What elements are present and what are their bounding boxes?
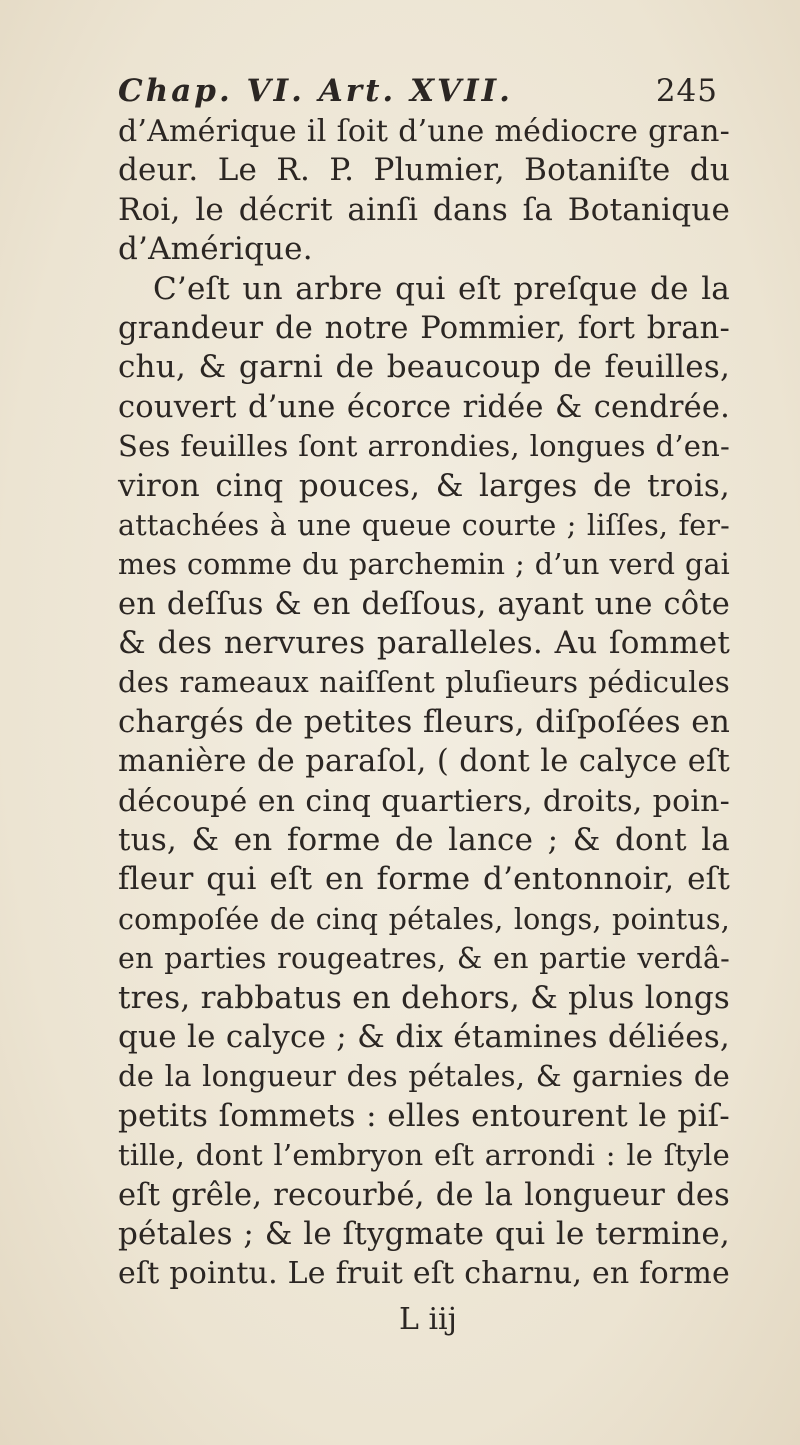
text-line: d’Amérique il ſoit d’une médiocre gran- — [118, 114, 730, 149]
text-line: deur. Le R. P. Plumier, Botaniſte du — [118, 152, 730, 189]
text-line: en parties rougeatres, & en partie verdâ- — [118, 942, 730, 976]
text-line: de la longueur des pétales, & garnies de — [118, 1059, 730, 1094]
text-line: eſt grêle, recourbé, de la longueur des — [118, 1177, 730, 1213]
page-number: 245 — [655, 73, 718, 109]
signature-mark: L iij — [399, 1302, 457, 1337]
text-line: compoſée de cinq pétales, longs, pointus, — [118, 902, 730, 936]
text-line: tres, rabbatus en dehors, & plus longs — [118, 979, 730, 1016]
text-line: que le calyce ; & dix étamines déliées, — [118, 1018, 730, 1055]
page-header — [118, 70, 718, 112]
text-line: C’eſt un arbre qui eſt preſque de la — [153, 270, 730, 307]
text-line: en deſſus & en deſſous, ayant une côte — [118, 586, 730, 622]
text-line: attachées à une queue courte ; liſſes, fer- — [118, 508, 730, 542]
text-line: mes comme du parchemin ; d’un verd gai — [118, 548, 730, 582]
text-line: petits ſommets : elles entourent le piſ- — [118, 1097, 730, 1134]
text-line: couvert d’une écorce ridée & cendrée. — [118, 389, 730, 425]
text-line: pétales ; & le ſtygmate qui le termine, — [118, 1215, 730, 1252]
text-line: fleur qui eſt en forme d’entonnoir, eſt — [118, 861, 730, 898]
text-line: découpé en cinq quartiers, droits, poin- — [118, 783, 730, 819]
body-text — [118, 112, 730, 1294]
text-line: chargés de petites fleurs, diſpoſées en — [118, 703, 730, 740]
text-line: des rameaux naiſſent pluſieurs pédicules — [118, 665, 730, 700]
text-line: eſt pointu. Le fruit eſt charnu, en forme — [118, 1256, 730, 1292]
text-line: tille, dont l’embryon eſt arrondi : le ſtyle — [118, 1138, 730, 1173]
text-line: & des nervures paralleles. Au ſommet — [118, 625, 730, 662]
text-line: chu, & garni de beaucoup de feuilles, — [118, 349, 730, 386]
text-line: grandeur de notre Pommier, fort bran- — [118, 310, 730, 346]
text-line: Ses feuilles ſont arrondies, longues d’en- — [118, 429, 730, 464]
text-line: viron cinq pouces, & larges de trois, — [118, 467, 730, 504]
text-line: d’Amérique. — [118, 231, 313, 268]
running-head: Chap. VI. Art. XVII. — [118, 73, 513, 109]
text-line: manière de paraſol, ( dont le calyce eſt — [118, 744, 730, 780]
text-line: Roi, le décrit ainſi dans ſa Botanique — [118, 191, 730, 228]
text-line: tus, & en forme de lance ; & dont la — [118, 822, 730, 859]
